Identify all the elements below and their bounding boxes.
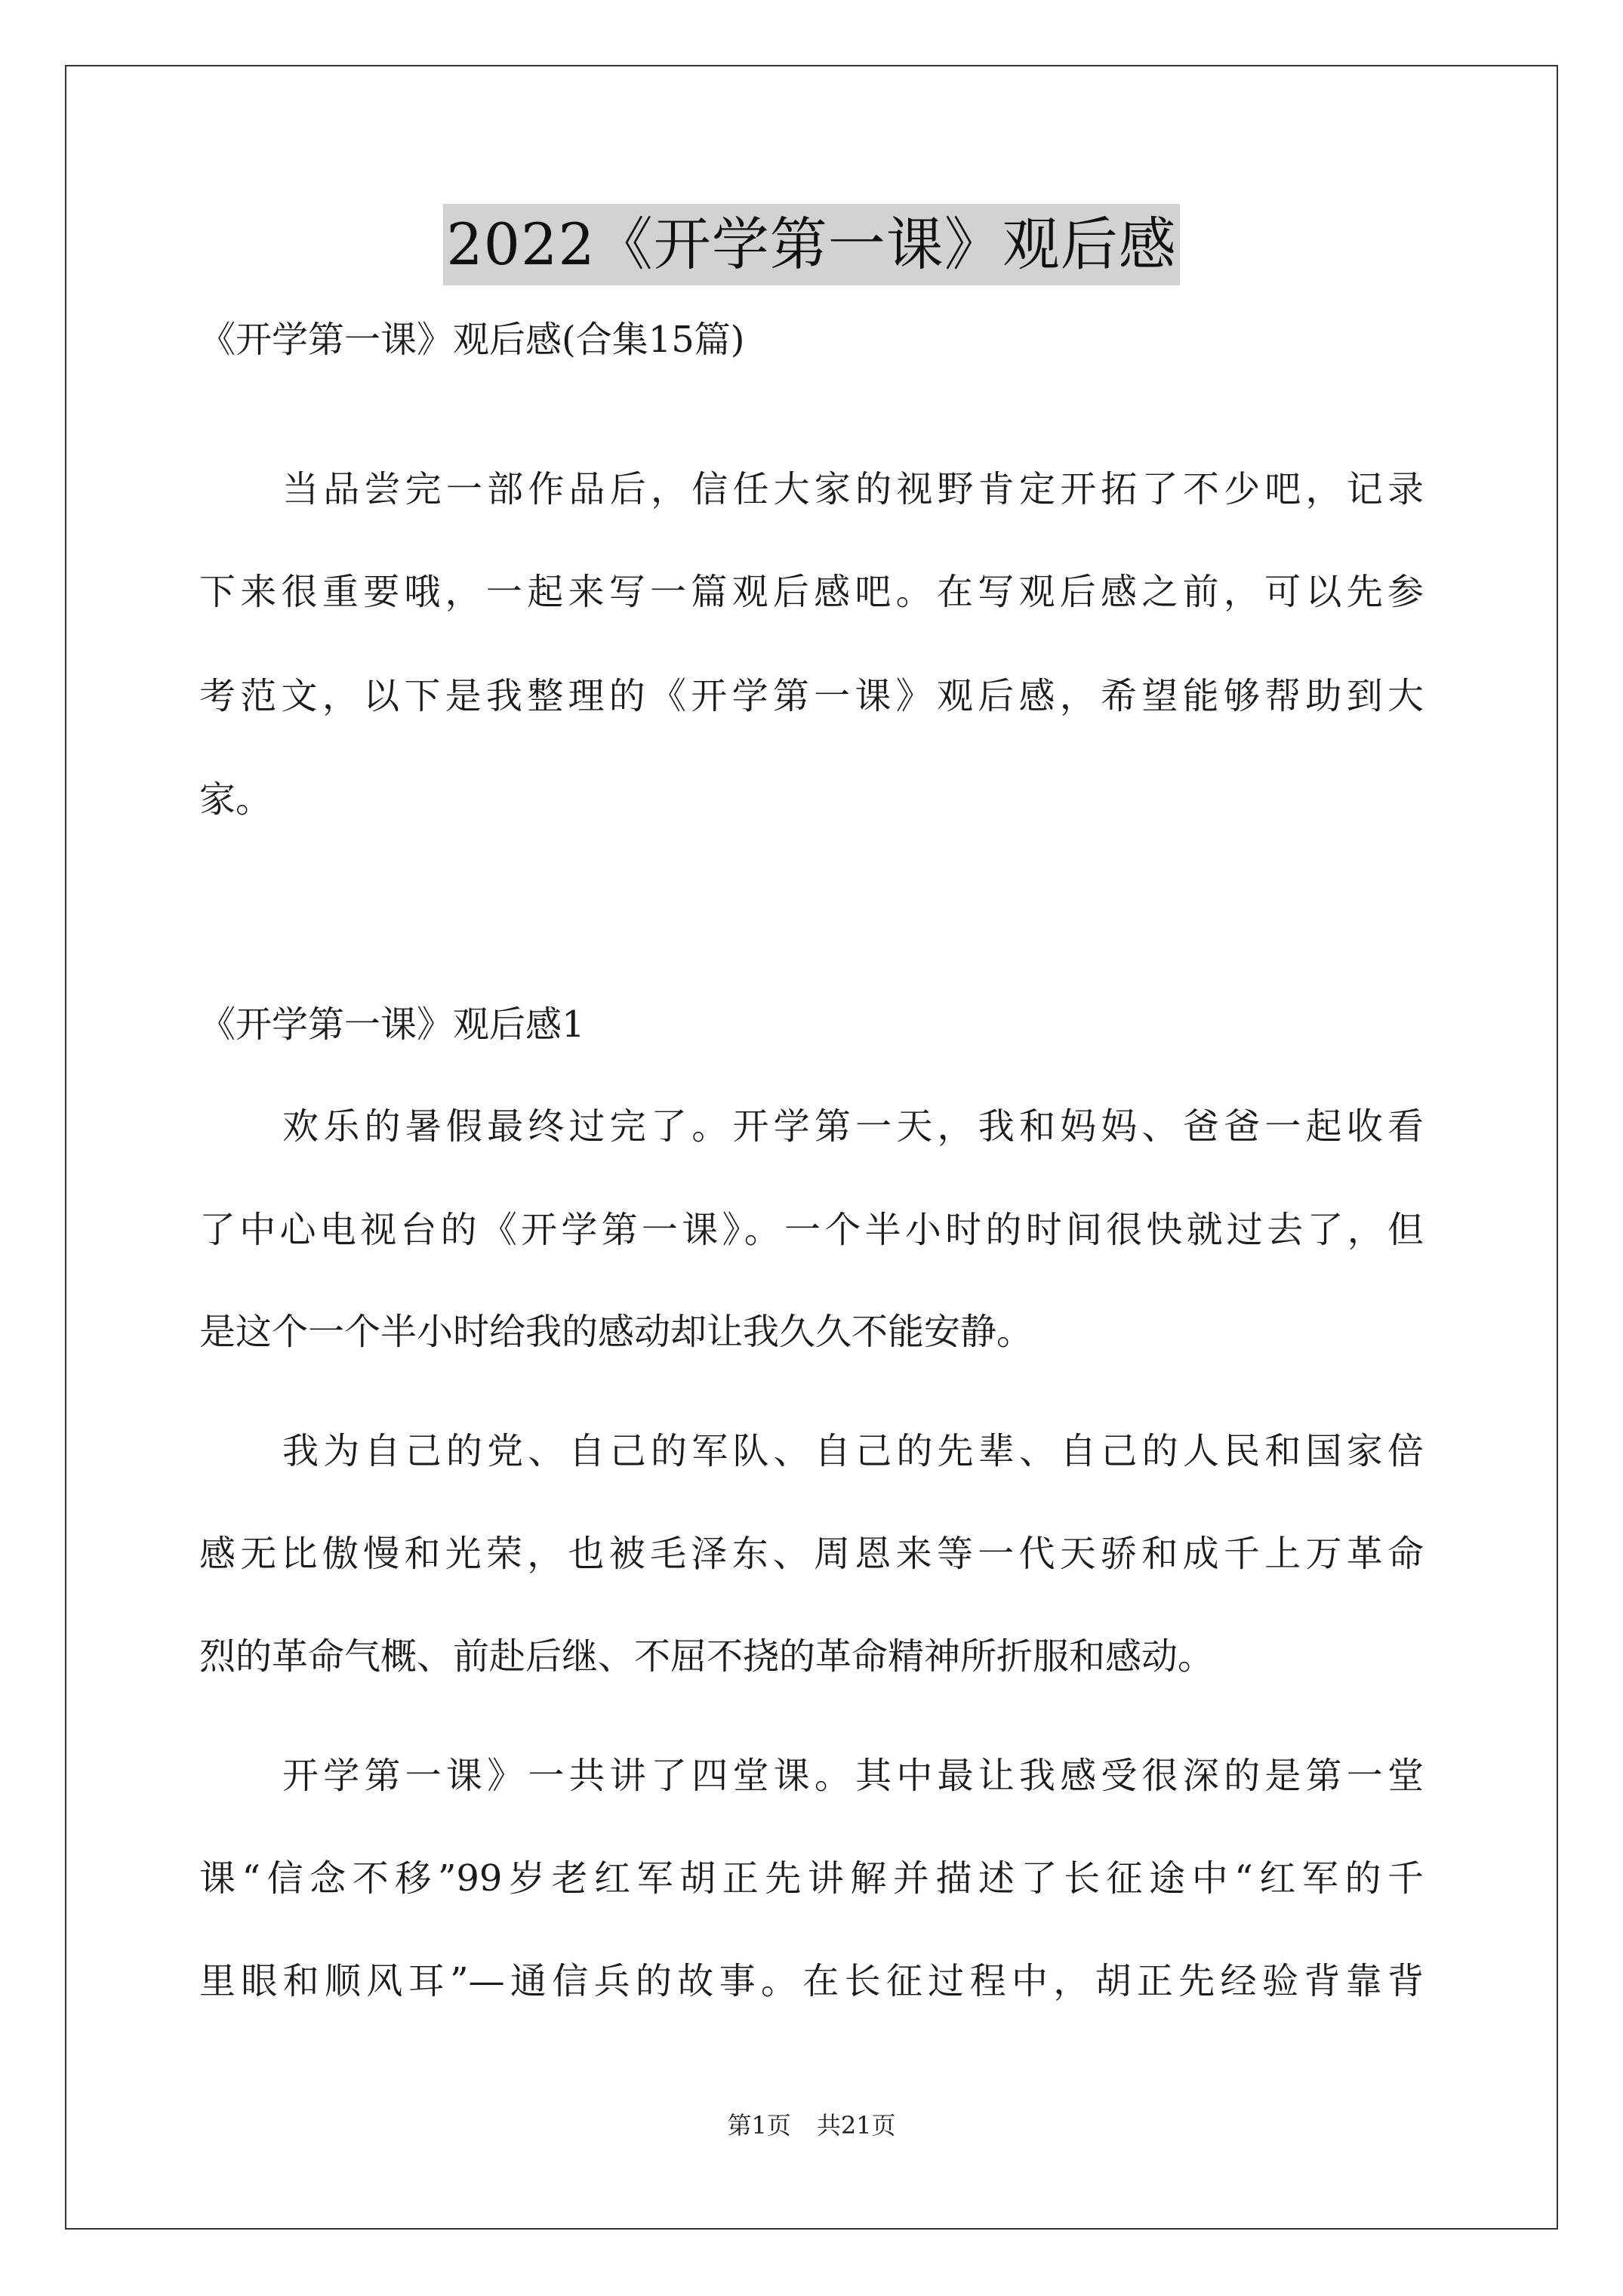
document-subtitle: 《开学第一课》观后感(合集15篇) — [199, 319, 745, 361]
para1-line-1: 欢乐的暑假最终过完了。开学第一天，我和妈妈、爸爸一起收看 — [282, 1105, 1424, 1148]
title-container — [0, 204, 1623, 285]
intro-line-3: 考范文，以下是我整理的《开学第一课》观后感，希望能够帮助到大 — [199, 675, 1424, 717]
para1-line-2: 了中心电视台的《开学第一课》。一个半小时的时间很快就过去了，但 — [199, 1209, 1424, 1251]
page-number: 第1页 — [727, 2111, 791, 2140]
intro-line-1: 当品尝完一部作品后，信任大家的视野肯定开拓了不少吧，记录 — [282, 468, 1424, 510]
para2-line-1: 我为自己的党、自己的军队、自己的先辈、自己的人民和国家倍 — [282, 1430, 1424, 1472]
para2-line-2: 感无比傲慢和光荣，也被毛泽东、周恩来等一代天骄和成千上万革命 — [199, 1533, 1424, 1575]
total-pages: 共21页 — [816, 2111, 896, 2140]
para3-line-3: 里眼和顺风耳”—通信兵的故事。在长征过程中，胡正先经验背靠背 — [199, 1960, 1424, 2002]
document-title: 2022《开学第一课》观后感 — [443, 204, 1179, 285]
section-heading: 《开学第一课》观后感1 — [199, 1003, 585, 1046]
page-footer — [0, 2110, 1623, 2140]
intro-line-2: 下来很重要哦，一起来写一篇观后感吧。在写观后感之前，可以先参 — [199, 571, 1424, 613]
para3-line-1: 开学第一课》一共讲了四堂课。其中最让我感受很深的是第一堂 — [282, 1755, 1424, 1797]
para1-line-3: 是这个一个半小时给我的感动却让我久久不能安静。 — [199, 1311, 1033, 1353]
para2-line-3: 烈的革命气概、前赴后继、不屈不挠的革命精神所折服和感动。 — [199, 1635, 1215, 1678]
para3-line-2: 课“信念不移”99岁老红军胡正先讲解并描述了长征途中“红军的千 — [199, 1857, 1424, 1900]
intro-line-4: 家。 — [199, 778, 273, 821]
